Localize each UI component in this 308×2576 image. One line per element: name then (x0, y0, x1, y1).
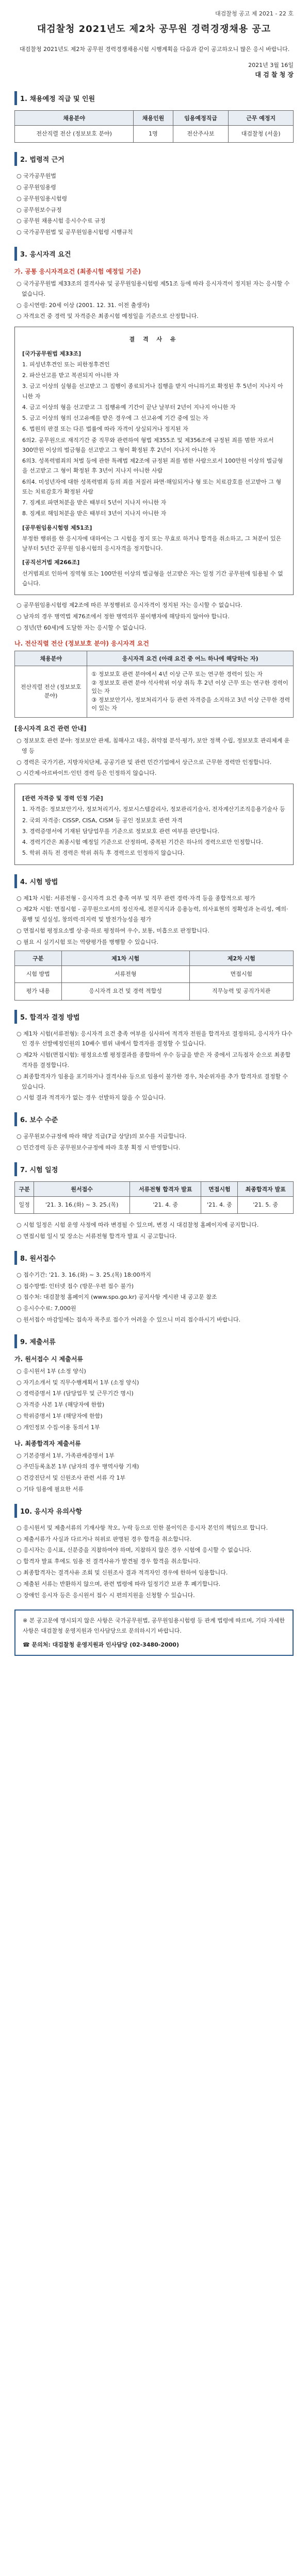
list-item: 4. 금고 이상의 형을 선고받고 그 집행유예 기간이 끝난 날부터 2년이 지나지 아니한 자 (22, 403, 236, 411)
list-item: ○ 공무원임용령 (17, 184, 56, 191)
section-application (14, 1251, 294, 1325)
table-header: 제2차 시험 (189, 951, 293, 965)
table-row (15, 125, 294, 143)
list-item: ○ 기타 임용에 필요한 서류 (17, 1486, 84, 1493)
table-header: 면접시험 (201, 1181, 238, 1196)
section-schedule (14, 1162, 294, 1242)
list-item: ○ 자격요건 중 경력 및 자격증은 최종시험 예정일을 기준으로 산정합니다. (17, 313, 199, 320)
section-positions (14, 91, 294, 143)
list-item: 4. 경력기간은 최종시험 예정일 기준으로 산정하며, 중복된 기간은 하나의 경력으로만 인정합니다. (22, 839, 263, 846)
list-item: 3. 경력증명서에 기재된 담당업무를 기준으로 정보보호 관련 여부를 판단합니다. (22, 827, 219, 835)
list-item: ○ 기본증명서 1부, 가족관계증명서 1부 (17, 1452, 115, 1459)
section-title: 3. 응시자격 요건 (14, 247, 294, 261)
table-cell: 1명 (134, 125, 173, 143)
subsection-title: 나. 최종합격자 제출서류 (14, 1439, 81, 1447)
list-item: ○ 응시연령: 20세 이상 (2001. 12. 31. 이전 출생자) (17, 301, 150, 309)
table-header: 임용예정직급 (173, 110, 229, 125)
section-title: 1. 채용예정 직급 및 인원 (14, 91, 294, 105)
table-cell: '21. 5. 중 (238, 1196, 294, 1214)
list-item: ○ 경력은 국가기관, 지방자치단체, 공공기관 및 관련 민간기업에서 상근으로 근무한 경력만 인정합니다. (17, 758, 272, 766)
list-item: ○ 최종합격자는 결격사유 조회 및 신원조사 결과 적격자인 경우에 한하여 임용합니다. (17, 1569, 228, 1576)
section-legal-basis (14, 152, 294, 238)
table-cell: 응시자격 요건 및 경력 적합성 (61, 983, 189, 1001)
section-eligibility (14, 247, 294, 865)
list-item: 8. 징계로 해임처분을 받은 때부터 3년이 지나지 아니한 자 (22, 510, 167, 517)
list-item: ○ 남자의 경우 병역법 제76조에서 정한 병역의무 불이행자에 해당하지 않아야 합니다. (17, 613, 230, 620)
section-salary (14, 1112, 294, 1153)
list-item: 3. 금고 이상의 실형을 선고받고 그 집행이 종료되거나 집행을 받지 아니하기로 확정된 후 5년이 지나지 아니한 자 (22, 383, 283, 400)
table-cell: 대검찰청 (서울) (229, 125, 294, 143)
table-cell: 면접시험 (189, 965, 293, 983)
requirement-item: ② 정보보호 관련 분야 석사학위 이상 취득 후 2년 이상 근무 또는 연구한 경력이 있는 자 (91, 679, 288, 695)
list-item: ○ 시험 결과 적격자가 없는 경우 선발하지 않을 수 있습니다. (17, 1094, 166, 1101)
disqualification-box (14, 327, 294, 595)
list-item: ○ 제2차 시험: 면접시험 - 공무원으로서의 정신자세, 전문지식과 응용능력, 의사표현의 정확성과 논리성, 예의·품행 및 성실성, 창의력·의지력 및 발전가능성을 평가 (17, 906, 288, 923)
table-cell: 시험 방법 (15, 965, 62, 983)
section-title: 7. 시험 일정 (14, 1162, 294, 1176)
section-precautions (14, 1504, 294, 1656)
criteria-box (14, 784, 294, 865)
contact-info: ☎ 문의처: 대검찰청 운영지원과 인사담당 (02-3480-2000) (23, 1641, 179, 1648)
table-row (15, 965, 294, 983)
list-item: ○ 응시원서 1부 (소정 양식) (17, 1367, 86, 1375)
table-row (15, 1196, 294, 1214)
list-item: ○ 접수기간: '21. 3. 16.(화) ~ 3. 25.(목) 18:00까지 (17, 1271, 151, 1278)
box-text: 부정한 행위를 한 응시자에 대하여는 그 시험을 정지 또는 무효로 하거나 합격을 취소하고, 그 처분이 있은 날부터 5년간 공무원 임용시험의 응시자격을 정지합니다. (22, 535, 282, 552)
list-item: ○ 합격자 발표 후에도 임용 전 결격사유가 발견될 경우 합격을 취소합니다. (17, 1558, 201, 1565)
list-item: ○ 민간경력 등은 공무원보수규정에 따라 호봉 획정 시 반영합니다. (17, 1144, 181, 1151)
list-item: 5. 학위 취득 전 경력은 학위 취득 후 경력으로 인정하지 않습니다. (22, 850, 185, 857)
table-cell: '21. 3. 16.(화) ~ 3. 25.(목) (34, 1196, 130, 1214)
footer-text: ※ 본 공고문에 명시되지 않은 사항은 국가공무원법, 공무원임용시험령 등 관계 법령에 따르며, 기타 자세한 사항은 대검찰청 운영지원과 인사담당으로 문의하시기 바랍니다. (23, 1617, 285, 1634)
list-item: ○ 국가공무원법 및 공무원임용시험령 시행규칙 (17, 229, 133, 236)
section-pass-decision (14, 1010, 294, 1104)
list-item: 2. 국외 자격증: CISSP, CISA, CISM 등 공인 정보보호 관련 자격 (22, 817, 183, 824)
issuer: 대 검 찰 청 장 (255, 71, 294, 78)
subsection-title: 가. 공통 응시자격요건 (최종시험 예정일 기준) (14, 268, 141, 276)
intro-paragraph: 대검찰청 2021년도 제2차 공무원 경력경쟁채용시험 시행계획을 다음과 같이 공고하오니 많은 응시 바랍니다. (20, 46, 290, 53)
list-item: 6의3. 성폭력범죄의 처벌 등에 관한 특례법 제2조에 규정된 죄를 범한 사람으로서 100만원 이상의 벌금형을 선고받고 그 형이 확정된 후 3년이 지나지 아니한 사람 (22, 457, 283, 474)
table-cell: 직무능력 및 공직가치관 (189, 983, 293, 1001)
positions-table (14, 110, 294, 143)
list-item: ○ 제출된 서류는 반환하지 않으며, 관련 법령에 따라 일정기간 보관 후 폐기합니다. (17, 1580, 221, 1587)
table-header: 구분 (15, 1181, 34, 1196)
subsection-title: 가. 원서접수 시 제출서류 (14, 1355, 84, 1363)
list-item: ○ 시험 일정은 시험 운영 사정에 따라 변경될 수 있으며, 변경 시 대검찰청 홈페이지에 공지합니다. (17, 1222, 259, 1229)
list-item: 2. 파산선고를 받고 복권되지 아니한 자 (22, 372, 119, 379)
exam-table (14, 951, 294, 1001)
list-item: ○ 제출서류가 사실과 다르거나 허위로 판명된 경우 합격을 취소합니다. (17, 1535, 191, 1543)
table-row (15, 983, 294, 1001)
list-item: 1. 피성년후견인 또는 피한정후견인 (22, 361, 110, 368)
section-exam-method (14, 874, 294, 1001)
list-item: ○ 접수처: 대검찰청 홈페이지 (www.spo.go.kr) 공지사항 게시판 내 공고문 참조 (17, 1294, 217, 1301)
list-item: ○ 최종합격자가 임용을 포기하거나 결격사유 등으로 임용이 불가한 경우, 차순위자를 추가 합격자로 결정할 수 있습니다. (17, 1073, 288, 1090)
list-item: ○ 면접시험 평정요소별 상·중·하로 평정하여 우수, 보통, 미흡으로 판정합니다. (17, 927, 209, 934)
list-item: ○ 주민등록초본 1부 (남자의 경우 병역사항 기재) (17, 1463, 139, 1470)
list-item: ○ 건강진단서 및 신원조사 관련 서류 각 1부 (17, 1475, 126, 1482)
box-subtitle: [국가공무원법 제33조] (22, 350, 82, 357)
list-item: ○ 접수방법: 인터넷 접수 (방문·우편 접수 불가) (17, 1282, 134, 1290)
list-item: ○ 국가공무원법 (17, 173, 56, 180)
table-header: 채용분야 (15, 110, 134, 125)
list-item: ○ 제1차 시험(서류전형): 응시자격 요건 충족 여부를 심사하여 적격자 전원을 합격자로 결정하되, 응시자가 다수인 경우 선발예정인원의 10배수 범위 내에서 합격자를 결정할 수 있습니다. (17, 1030, 293, 1047)
notice-number: 대검찰청 공고 제 2021 - 22 호 (215, 10, 294, 17)
list-item: ○ 정보보호 관련 분야: 정보보안 관제, 침해사고 대응, 취약점 분석·평가, 보안 정책 수립, 정보보호 관리체계 운영 등 (17, 737, 290, 754)
notice-date: 2021년 3월 16일 (248, 61, 294, 69)
table-header: 최종합격자 발표 (238, 1181, 294, 1196)
list-item: ○ 공무원 채용시험 응시수수료 규정 (17, 217, 106, 225)
list-item: ○ 응시원서 및 제출서류의 기재사항 착오, 누락 등으로 인한 불이익은 응시자 본인의 책임으로 합니다. (17, 1524, 268, 1531)
list-item: ○ 자기소개서 및 직무수행계획서 1부 (소정 양식) (17, 1379, 139, 1386)
list-item: ○ 경력증명서 1부 (담당업무 및 근무기간 명시) (17, 1390, 134, 1397)
box-text: 선거범죄로 인하여 징역형 또는 100만원 이상의 벌금형을 선고받은 자는 일정 기간 공무원에 임용될 수 없습니다. (22, 570, 283, 587)
table-header: 원서접수 (34, 1181, 130, 1196)
list-item: ○ 학위증명서 1부 (해당자에 한함) (17, 1413, 103, 1420)
box-subtitle: [관련 자격증 및 경력 인정 기준] (22, 795, 103, 802)
footer-notice-box (14, 1609, 294, 1656)
list-item: ○ 공무원보수규정에 따라 해당 직급(7급 상당)의 보수를 지급합니다. (17, 1133, 187, 1140)
list-item: ○ 응시자는 응시표, 신분증을 지참하여야 하며, 지참하지 않은 경우 시험에 응시할 수 없습니다. (17, 1547, 252, 1554)
schedule-table (14, 1181, 294, 1214)
list-item: ○ 자격증 사본 1부 (해당자에 한함) (17, 1401, 105, 1409)
section-title: 6. 보수 수준 (14, 1112, 294, 1126)
requirement-item: ① 정보보호 관련 분야에서 4년 이상 근무 또는 연구한 경력이 있는 자 (91, 671, 263, 678)
list-item: ○ 장애인 응시자 등은 응시원서 접수 시 편의지원을 신청할 수 있습니다. (17, 1591, 195, 1599)
section-title: 4. 시험 방법 (14, 874, 294, 888)
section-title: 5. 합격자 결정 방법 (14, 1010, 294, 1024)
section-title: 2. 법령적 근거 (14, 152, 294, 166)
table-cell: 전산직렬 전산 (정보보호 분야) (15, 666, 87, 718)
box-subtitle: [공무원임용시험령 제51조] (22, 524, 92, 531)
list-item: ○ 원서접수 마감일에는 접속자 폭주로 접수가 어려울 수 있으니 미리 접수하시기 바랍니다. (17, 1316, 241, 1324)
table-header: 구분 (15, 951, 62, 965)
notes-title: [응시자격 요건 관련 안내] (14, 724, 87, 732)
list-item: ○ 시간제·아르바이트·인턴 경력 등은 인정하지 않습니다. (17, 770, 157, 777)
page-title: 대검찰청 2021년도 제2차 공무원 경력경쟁채용 공고 (37, 24, 271, 35)
subsection-title: 나. 전산직렬 전산 (정보보호 분야) 응시자격 요건 (14, 640, 149, 648)
list-item: 7. 징계로 파면처분을 받은 때부터 5년이 지나지 아니한 자 (22, 499, 167, 506)
section-title: 8. 원서접수 (14, 1251, 294, 1265)
table-header: 제1차 시험 (61, 951, 189, 965)
box-subtitle: [공직선거법 제266조] (22, 559, 80, 566)
table-cell: '21. 4. 중 (201, 1196, 238, 1214)
list-item: ○ 응시수수료: 7,000원 (17, 1305, 76, 1312)
table-cell: 전산직렬 전산 (정보보호 분야) (15, 125, 134, 143)
list-item: ○ 공무원임용시험령 (17, 195, 68, 202)
list-item: 5. 금고 이상의 형의 선고유예를 받은 경우에 그 선고유예 기간 중에 있는 자 (22, 415, 208, 422)
table-cell: 서류전형 (61, 965, 189, 983)
table-cell: '21. 4. 중 (129, 1196, 201, 1214)
list-item: ○ 필요 시 실기시험 또는 역량평가를 병행할 수 있습니다. (17, 938, 158, 945)
list-item: ○ 국가공무원법 제33조의 결격사유 및 공무원임용시험령 제51조 등에 따라 응시자격이 정지된 자는 응시할 수 없습니다. (17, 280, 290, 297)
table-header: 채용분야 (15, 651, 87, 666)
requirements-table (14, 651, 294, 718)
list-item: 6의2. 공무원으로 재직기간 중 직무와 관련하여 형법 제355조 및 제356조에 규정된 죄를 범한 자로서 300만원 이상의 벌금형을 선고받고 그 형이 확정된 후 2년이 지나지 아니한 자 (22, 436, 274, 453)
list-item: 6. 법원의 판결 또는 다른 법률에 따라 자격이 상실되거나 정지된 자 (22, 426, 188, 433)
list-item: ○ 개인정보 수집·이용 동의서 1부 (17, 1423, 100, 1431)
table-header: 서류전형 합격자 발표 (129, 1181, 201, 1196)
table-header: 채용인원 (134, 110, 173, 125)
table-cell: 전산주사보 (173, 125, 229, 143)
table-header: 응시자격 요건 (아래 요건 중 어느 하나에 해당하는 자) (87, 651, 294, 666)
section-title: 10. 응시자 유의사항 (14, 1504, 294, 1518)
list-item: 6의4. 미성년자에 대한 성폭력범죄 등의 죄를 저질러 파면·해임되거나 형 또는 치료감호를 선고받아 그 형 또는 치료감호가 확정된 사람 (22, 478, 282, 495)
section-documents (14, 1334, 294, 1495)
table-cell (87, 666, 294, 718)
list-item: ○ 면접시험 일시 및 장소는 서류전형 합격자 발표 시 공고합니다. (17, 1233, 177, 1240)
table-cell: 평가 내용 (15, 983, 62, 1001)
list-item: ○ 제1차 시험: 서류전형 - 응시자격 요건 충족 여부 및 직무 관련 경력·자격 등을 종합적으로 평가 (17, 894, 255, 902)
list-item: ○ 공무원보수규정 (17, 206, 62, 213)
table-row (15, 666, 294, 718)
list-item: ○ 공무원임용시험령 제2조에 따른 부정행위로 응시자격이 정지된 자는 응시할 수 없습니다. (17, 602, 242, 609)
table-cell: 일정 (15, 1196, 34, 1214)
list-item: ○ 정년(만 60세)에 도달한 자는 응시할 수 없습니다. (17, 624, 147, 631)
table-header: 근무 예정지 (229, 110, 294, 125)
requirement-item: ③ 정보보안기사, 정보처리기사 등 관련 자격증을 소지하고 3년 이상 근무한 경력이 있는 자 (91, 696, 290, 712)
list-item: ○ 제2차 시험(면접시험): 평정요소별 평정결과를 종합하여 우수 등급을 받은 자 중에서 고득점자 순으로 최종합격자를 결정합니다. (17, 1052, 291, 1069)
section-title: 9. 제출서류 (14, 1334, 294, 1348)
box-title: 결 격 사 유 (129, 336, 179, 343)
list-item: 1. 자격증: 정보보안기사, 정보처리기사, 정보시스템감리사, 정보관리기술사, 전자계산기조직응용기술사 등 (22, 806, 285, 813)
